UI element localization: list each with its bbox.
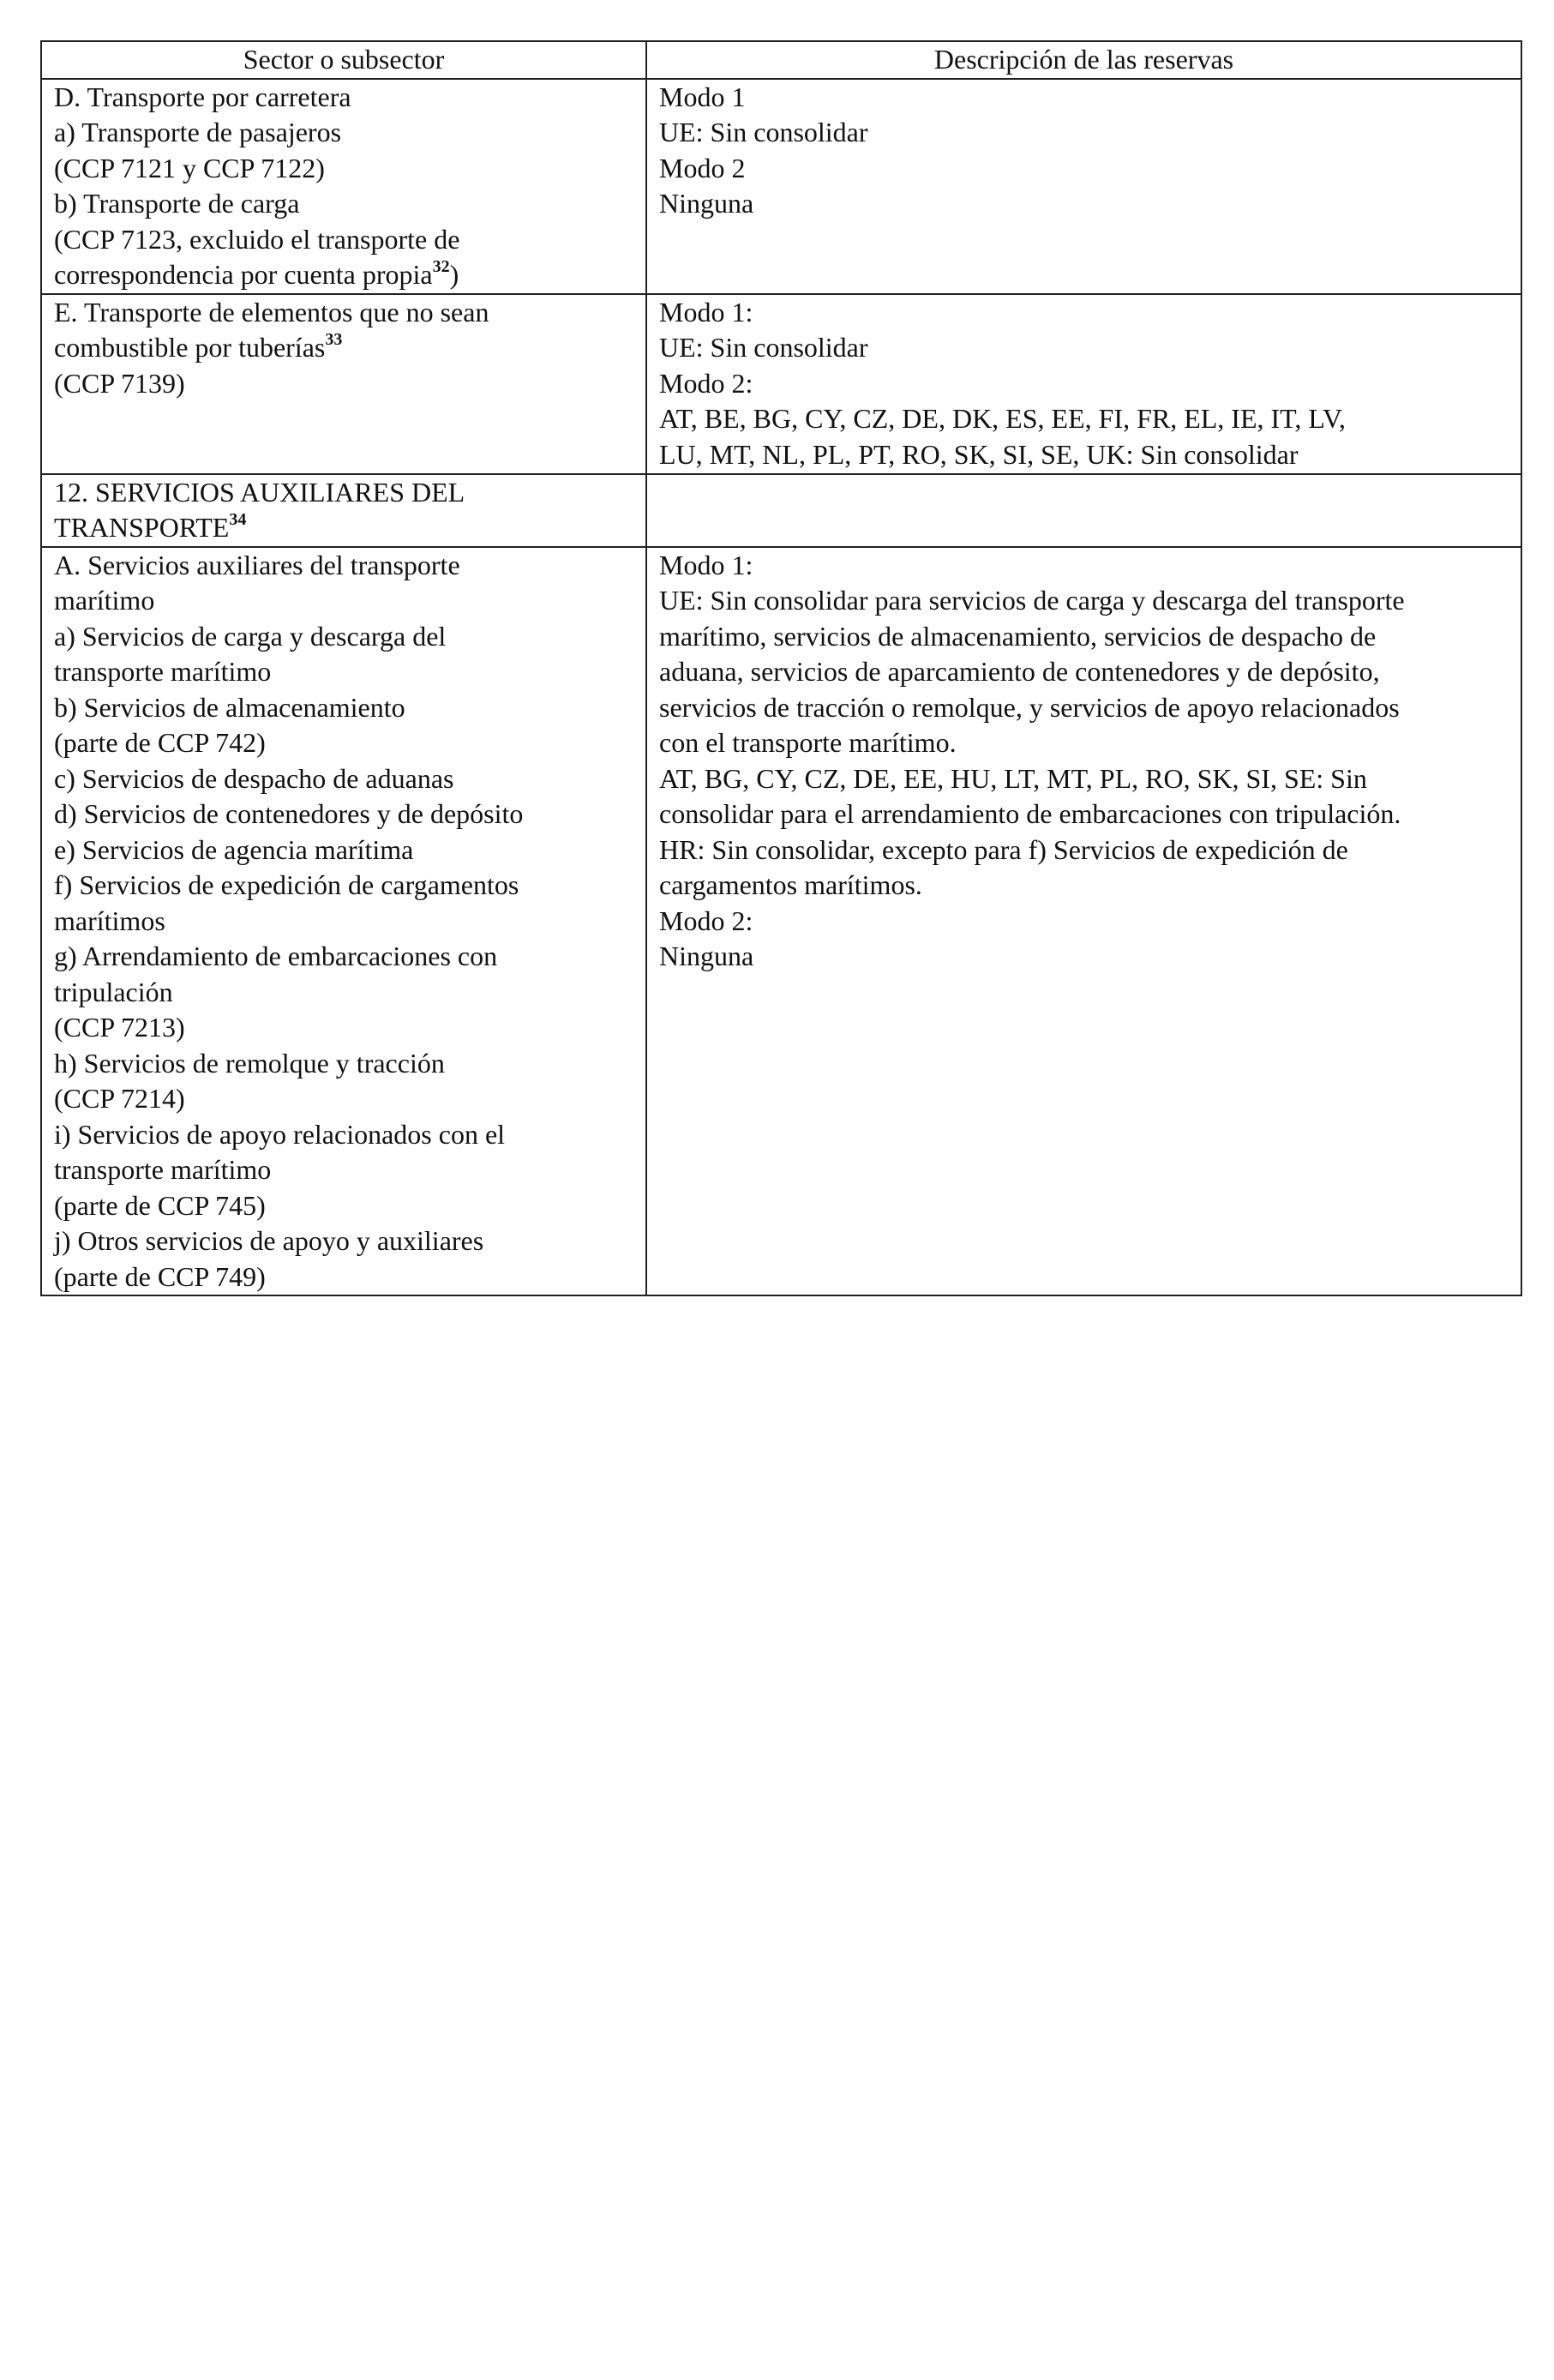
description-cell: [646, 474, 1521, 547]
table-row: [41, 474, 1521, 547]
sector-line: a) Servicios de carga y descarga del: [54, 620, 447, 652]
description-line: UE: Sin consolidar para servicios de carga y descarga del transporte: [659, 585, 1405, 616]
sector-cell: [41, 474, 646, 547]
reservations-table: [40, 40, 1522, 1296]
description-line: AT, BE, BG, CY, CZ, DE, DK, ES, EE, FI, FR, EL, IE, IT, LV,: [659, 403, 1346, 434]
sector-line: b) Servicios de almacenamiento: [54, 691, 405, 723]
description-cell: [646, 547, 1521, 1296]
description-cell: [646, 79, 1521, 294]
sector-line: (CCP 7213): [54, 1012, 185, 1043]
sector-line: (parte de CCP 745): [54, 1189, 266, 1221]
sector-line: transporte marítimo: [54, 1154, 272, 1185]
description-line: Modo 2: [659, 152, 746, 183]
sector-line: (CCP 7214): [54, 1083, 185, 1114]
footnote-ref: 33: [325, 330, 343, 350]
description-line: cargamentos marítimos.: [659, 869, 922, 900]
sector-cell: [41, 547, 646, 1296]
table-row: [41, 79, 1521, 294]
description-line: consolidar para el arrendamiento de embarcaciones con tripulación.: [659, 798, 1401, 829]
sector-line: (parte de CCP 742): [54, 727, 266, 758]
sector-line: 12. SERVICIOS AUXILIARES DEL: [54, 476, 465, 508]
sector-cell: [41, 79, 646, 294]
sector-line: (CCP 7121 y CCP 7122): [54, 152, 325, 183]
table-row: [41, 294, 1521, 474]
description-line: Modo 1: [659, 81, 746, 112]
sector-line: transporte marítimo: [54, 656, 272, 687]
description-cell: [646, 294, 1521, 474]
sector-line: A. Servicios auxiliares del transporte: [54, 549, 460, 580]
sector-line: marítimo: [54, 585, 155, 616]
header-sector: Sector o subsector: [41, 41, 646, 79]
footnote-ref: 34: [229, 510, 247, 530]
sector-line: e) Servicios de agencia marítima: [54, 833, 414, 865]
sector-line: f) Servicios de expedición de cargamentos: [54, 869, 519, 900]
description-line: Ninguna: [659, 188, 754, 219]
description-line: AT, BG, CY, CZ, DE, EE, HU, LT, MT, PL, RO, SK, SI, SE: Sin: [659, 762, 1367, 794]
sector-line: g) Arrendamiento de embarcaciones con: [54, 941, 498, 971]
description-line: LU, MT, NL, PL, PT, RO, SK, SI, SE, UK: Sin consolidar: [659, 438, 1299, 470]
header-description: Descripción de las reservas: [646, 41, 1521, 79]
sector-line: E. Transporte de elementos que no sean: [54, 296, 489, 328]
sector-line: j) Otros servicios de apoyo y auxiliares: [54, 1225, 484, 1256]
sector-line: i) Servicios de apoyo relacionados con el: [54, 1118, 506, 1150]
description-line: servicios de tracción o remolque, y servicios de apoyo relacionados: [659, 691, 1400, 723]
description-line: Modo 1:: [659, 549, 753, 580]
sector-line-text: correspondencia por cuenta propia: [54, 259, 433, 290]
sector-line: h) Servicios de remolque y tracción: [54, 1047, 445, 1079]
sector-line: D. Transporte por carretera: [54, 81, 351, 112]
sector-line: [54, 330, 633, 366]
sector-cell: [41, 294, 646, 474]
description-line: Modo 1:: [659, 296, 753, 328]
sector-line: marítimos: [54, 905, 165, 936]
sector-line: [54, 510, 633, 546]
description-line: marítimo, servicios de almacenamiento, servicios de despacho de: [659, 620, 1377, 652]
sector-line: (CCP 7123, excluido el transporte de: [54, 223, 460, 255]
sector-line: d) Servicios de contenedores y de depósito: [54, 798, 524, 829]
description-line: Modo 2:: [659, 905, 753, 936]
sector-line: a) Transporte de pasajeros: [54, 117, 342, 147]
sector-line: tripulación: [54, 976, 173, 1007]
description-line: con el transporte marítimo.: [659, 727, 957, 758]
description-line: UE: Sin consolidar: [659, 332, 868, 363]
description-line: HR: Sin consolidar, excepto para f) Servicios de expedición de: [659, 833, 1348, 865]
sector-line-text: TRANSPORTE: [54, 512, 230, 543]
sector-line: b) Transporte de carga: [54, 188, 300, 219]
sector-line: (CCP 7139): [54, 367, 185, 399]
header-row: [41, 41, 1521, 79]
sector-line: [54, 257, 633, 293]
description-line: Ninguna: [659, 941, 754, 971]
table-row: [41, 547, 1521, 1296]
description-line: aduana, servicios de aparcamiento de contenedores y de depósito,: [659, 656, 1380, 687]
sector-line: c) Servicios de despacho de aduanas: [54, 762, 454, 794]
description-line: Modo 2:: [659, 367, 753, 399]
description-line: UE: Sin consolidar: [659, 117, 868, 147]
sector-line-text: combustible por tuberías: [54, 332, 326, 363]
sector-line-tail: ): [449, 259, 459, 290]
footnote-ref: 32: [432, 257, 450, 277]
sector-line: (parte de CCP 749): [54, 1260, 266, 1292]
